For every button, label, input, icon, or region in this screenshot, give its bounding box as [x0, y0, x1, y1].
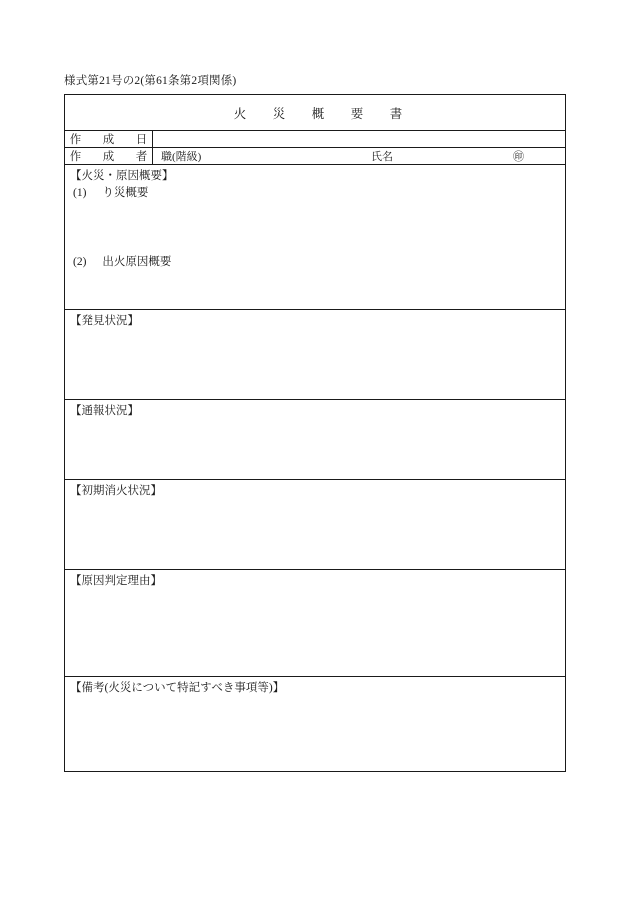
section-fire-cause-overview[interactable]	[65, 165, 565, 310]
subitem-ignition-cause-overview	[73, 255, 171, 270]
creation-date-row	[65, 131, 565, 148]
creation-date-label-cell	[65, 131, 153, 147]
creation-date-input[interactable]	[153, 131, 565, 147]
creator-label: 作 成 者	[69, 151, 153, 163]
creator-label-cell	[65, 148, 153, 164]
section-remarks[interactable]	[65, 677, 565, 772]
section-heading: 【初期消火状況】	[70, 485, 162, 497]
section-cause-determination-reason[interactable]	[65, 570, 565, 677]
section-initial-firefighting-situation[interactable]	[65, 480, 565, 570]
section-heading: 【備考(火災について特記すべき事項等)】	[70, 682, 285, 694]
creator-name-label: 氏名	[371, 151, 393, 163]
subitem-label: 出火原因概要	[102, 256, 172, 268]
creator-row	[65, 148, 565, 165]
section-heading: 【火災・原因概要】	[70, 170, 174, 182]
fire-summary-table	[64, 94, 566, 772]
section-heading: 【通報状況】	[70, 405, 139, 417]
seal-stamp-icon: ㊞	[513, 151, 524, 163]
subitem-label: り災概要	[102, 187, 149, 199]
section-heading: 【発見状況】	[70, 315, 139, 327]
section-discovery-situation[interactable]	[65, 310, 565, 400]
subitem-damage-overview	[73, 186, 148, 201]
creation-date-label: 作 成 日	[69, 134, 153, 146]
creator-rank-label: 職(階級)	[161, 151, 202, 163]
section-notification-situation[interactable]	[65, 400, 565, 480]
form-number-label: 様式第21号の2(第61条第2項関係)	[64, 75, 237, 87]
page-title: 火 災 概 要 書	[233, 106, 410, 121]
creator-value-cell[interactable]	[153, 148, 565, 164]
section-heading: 【原因判定理由】	[70, 575, 162, 587]
subitem-number: (2)	[73, 256, 87, 268]
title-row	[65, 95, 565, 131]
subitem-number: (1)	[73, 187, 87, 199]
